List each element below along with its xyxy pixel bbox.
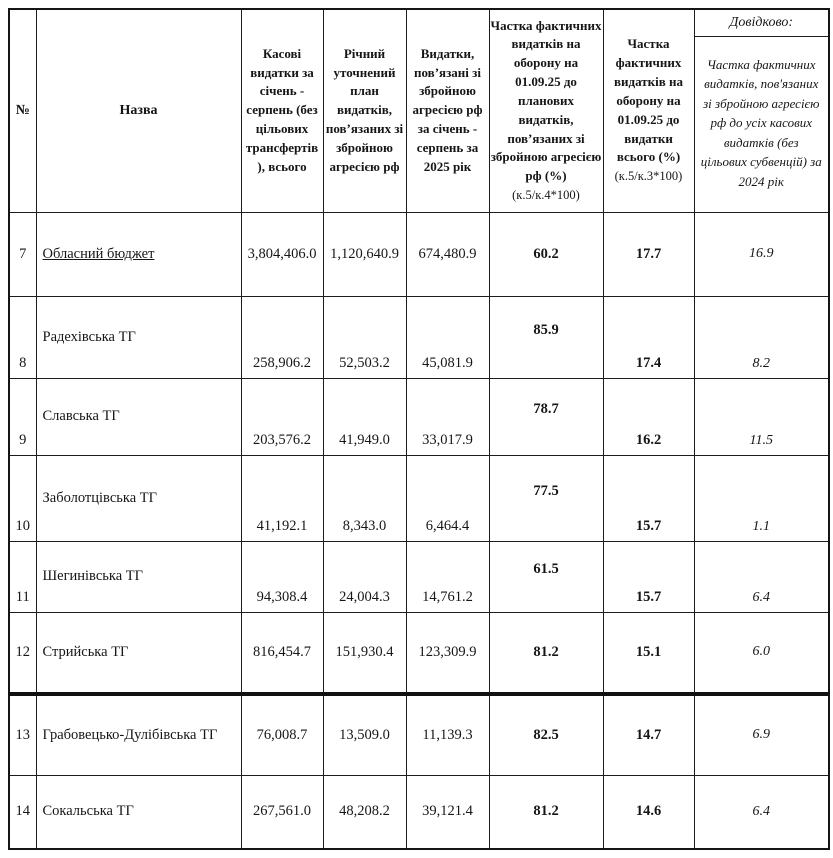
reference-value: 1.1 (694, 455, 829, 541)
row-name: Грабовецько-Дулібівська ТГ (36, 694, 241, 775)
header-reference-body: Частка фактичних видатків, пов'язаних зі збройною агресією рф до усіх касових видатків (без цільових субвенцій) за 2024 рік (700, 56, 822, 189)
row-number: 13 (9, 694, 36, 775)
row-name: Стрийська ТГ (36, 612, 241, 694)
expenses-value: 45,081.9 (406, 296, 489, 378)
reference-value: 6.4 (694, 541, 829, 612)
reference-value: 6.4 (694, 775, 829, 849)
header-share-of-plan (489, 9, 603, 212)
expenses-value: 674,480.9 (406, 212, 489, 296)
plan-value: 8,343.0 (323, 455, 406, 541)
row-name: Шегинівська ТГ (36, 541, 241, 612)
header-cash-expenditures: Касові видатки за січень - серпень (без цільових трансфертів ), всього (241, 9, 323, 212)
share-of-plan-value: 82.5 (489, 694, 603, 775)
cash-value: 267,561.0 (241, 775, 323, 849)
share-of-plan-value: 81.2 (489, 612, 603, 694)
share-of-total-value: 15.7 (603, 455, 694, 541)
row-name: Радехівська ТГ (36, 296, 241, 378)
plan-value: 24,004.3 (323, 541, 406, 612)
row-number: 12 (9, 612, 36, 694)
reference-value: 11.5 (694, 378, 829, 455)
header-share-of-total-formula: (к.5/к.3*100) (614, 169, 683, 184)
expenses-value: 14,761.2 (406, 541, 489, 612)
cash-value: 258,906.2 (241, 296, 323, 378)
row-name (36, 212, 241, 296)
row-number: 14 (9, 775, 36, 849)
cash-value: 41,192.1 (241, 455, 323, 541)
expenses-value: 6,464.4 (406, 455, 489, 541)
share-of-total-value: 16.2 (603, 378, 694, 455)
defense-expenditures-table (8, 8, 830, 850)
share-of-plan-value: 60.2 (489, 212, 603, 296)
table-row (9, 378, 829, 455)
reference-value: 16.9 (694, 212, 829, 296)
header-num: № (9, 9, 36, 212)
plan-value: 1,120,640.9 (323, 212, 406, 296)
expenses-value: 33,017.9 (406, 378, 489, 455)
plan-value: 41,949.0 (323, 378, 406, 455)
header-reference-title: Довідково: (695, 10, 829, 37)
header-reference (694, 9, 829, 212)
share-of-total-value: 15.7 (603, 541, 694, 612)
share-of-total-value: 14.7 (603, 694, 694, 775)
row-name: Заболотцівська ТГ (36, 455, 241, 541)
cash-value: 3,804,406.0 (241, 212, 323, 296)
row-number: 8 (9, 296, 36, 378)
table-row (9, 455, 829, 541)
share-of-total-value: 17.7 (603, 212, 694, 296)
expenses-value: 123,309.9 (406, 612, 489, 694)
plan-value: 48,208.2 (323, 775, 406, 849)
reference-value: 8.2 (694, 296, 829, 378)
expenses-value: 39,121.4 (406, 775, 489, 849)
table-header-row (9, 9, 829, 212)
row-number: 11 (9, 541, 36, 612)
row-name: Славська ТГ (36, 378, 241, 455)
cash-value: 203,576.2 (241, 378, 323, 455)
header-share-of-plan-formula: (к.5/к.4*100) (512, 188, 580, 203)
table-row (9, 775, 829, 849)
share-of-plan-value: 85.9 (489, 296, 603, 378)
table-row (9, 296, 829, 378)
expenses-value: 11,139.3 (406, 694, 489, 775)
header-share-of-total-text: Частка фактичних видатків на оборону на 01.09.25 до видатки всього (%) (614, 36, 683, 165)
header-reference-wrap (695, 10, 829, 209)
cash-value: 94,308.4 (241, 541, 323, 612)
share-of-plan-value: 81.2 (489, 775, 603, 849)
share-of-total-value: 14.6 (603, 775, 694, 849)
cash-value: 816,454.7 (241, 612, 323, 694)
share-of-plan-value: 78.7 (489, 378, 603, 455)
share-of-total-value: 17.4 (603, 296, 694, 378)
cash-value: 76,008.7 (241, 694, 323, 775)
share-of-plan-value: 77.5 (489, 455, 603, 541)
reference-value: 6.9 (694, 694, 829, 775)
plan-value: 151,930.4 (323, 612, 406, 694)
header-share-of-plan-text: Частка фактичних видатків на оборону на 01.09.25 до планових видатків, пов’язаних зі збройною агресією рф (%) (490, 17, 602, 184)
row-number: 7 (9, 212, 36, 296)
table-row (9, 541, 829, 612)
row-number: 10 (9, 455, 36, 541)
reference-value: 6.0 (694, 612, 829, 694)
row-name: Сокальська ТГ (36, 775, 241, 849)
table-row (9, 694, 829, 775)
header-annual-plan: Річний уточнений план видатків, пов’язаних зі збройною агресією рф (323, 9, 406, 212)
row-name-link[interactable]: Обласний бюджет (42, 245, 155, 262)
table-row (9, 612, 829, 694)
plan-value: 13,509.0 (323, 694, 406, 775)
header-share-of-total (603, 9, 694, 212)
table-row (9, 212, 829, 296)
header-name: Назва (36, 9, 241, 212)
header-aggression-expenditures: Видатки, пов’язані зі збройною агресією рф за січень - серпень за 2025 рік (406, 9, 489, 212)
share-of-plan-value: 61.5 (489, 541, 603, 612)
row-number: 9 (9, 378, 36, 455)
share-of-total-value: 15.1 (603, 612, 694, 694)
plan-value: 52,503.2 (323, 296, 406, 378)
